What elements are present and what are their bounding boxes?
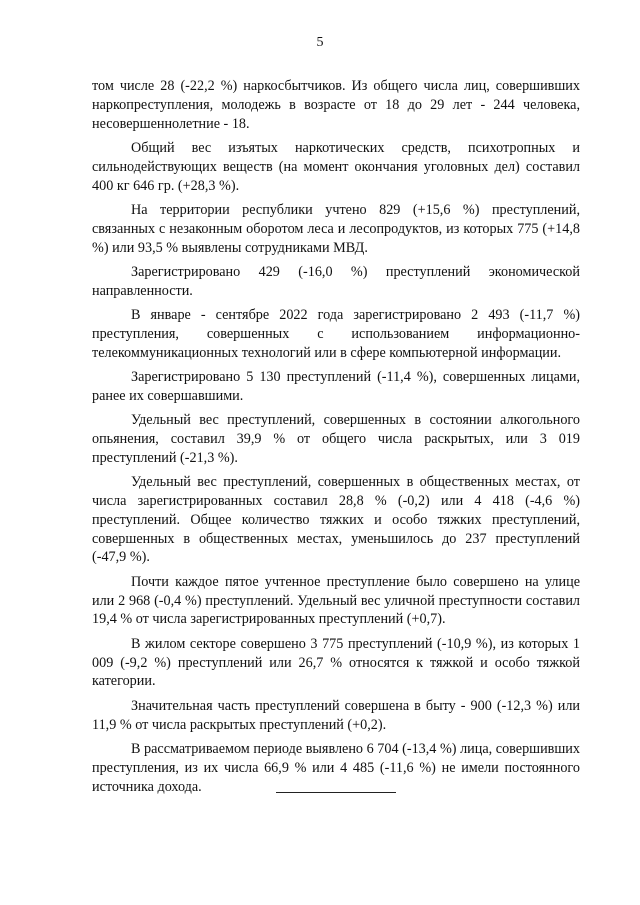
paragraph-residential-crime: В жилом секторе совершено 3 775 преступлений (-10,9 %), из которых 1 009 (-9,2 %) преступлений или 26,7 % относятся к тяжкой и особо тяжкой категории. <box>92 635 580 690</box>
paragraph-no-income-offenders: В рассматриваемом периоде выявлено 6 704 (-13,4 %) лица, совершивших преступления, из их числа 66,9 % или 4 485 (-11,6 %) не имели постоянного источника дохода. <box>92 741 580 795</box>
paragraph-cyber-crimes: В январе - сентябре 2022 года зарегистрировано 2 493 (-11,7 %) преступления, совершенных с использованием информационно-телекоммуникационных технологий или в сфере компьютерной информации. <box>92 307 580 361</box>
paragraph-public-places: Удельный вес преступлений, совершенных в общественных местах, от числа зарегистрированных составил 28,8 % (-0,2) или 4 418 (-4,6 %) преступлений. Общее количество тяжких и особо тяжких преступлений, совершенных в общественных местах, уменьшилось до 237 преступлений (-47,9 %). <box>92 474 580 566</box>
page-number: 5 <box>316 35 324 50</box>
paragraph-street-crime: Почти каждое пятое учтенное преступление было совершено на улице или 2 968 (-0,4 %) преступлений. Удельный вес уличной преступности составил 19,4 % от числа зарегистрированных преступлений (+0,7). <box>92 573 580 628</box>
paragraph-domestic-crime: Значительная часть преступлений совершена в быту - 900 (-12,3 %) или 11,9 % от числа раскрытых преступлений (+0,2). <box>92 697 580 733</box>
paragraph-economic-crimes: Зарегистрировано 429 (-16,0 %) преступлений экономической направленности. <box>92 263 580 299</box>
document-body <box>92 77 580 802</box>
paragraph-timber-crimes: На территории республики учтено 829 (+15,6 %) преступлений, связанных с незаконным оборотом леса и лесопродуктов, из которых 775 (+14,8 %) или 93,5 % выявлены сотрудниками МВД. <box>92 201 580 256</box>
footer-divider <box>276 792 396 793</box>
paragraph-alcohol-crimes: Удельный вес преступлений, совершенных в состоянии алкогольного опьянения, составил 39,9 % от общего числа раскрытых, или 3 019 преступлений (-21,3 %). <box>92 412 580 466</box>
paragraph-drug-offenders: том числе 28 (-22,2 %) наркосбытчиков. Из общего числа лиц, совершивших наркопреступления, молодежь в возрасте от 18 до 29 лет - 244 человека, несовершеннолетние - 18. <box>92 78 580 132</box>
paragraph-repeat-offenders: Зарегистрировано 5 130 преступлений (-11,4 %), совершенных лицами, ранее их совершавшими. <box>92 369 580 404</box>
paragraph-seized-drugs: Общий вес изъятых наркотических средств, психотропных и сильнодействующих веществ (на момент окончания уголовных дел) составил 400 кг 646 гр. (+28,3 %). <box>92 139 580 194</box>
